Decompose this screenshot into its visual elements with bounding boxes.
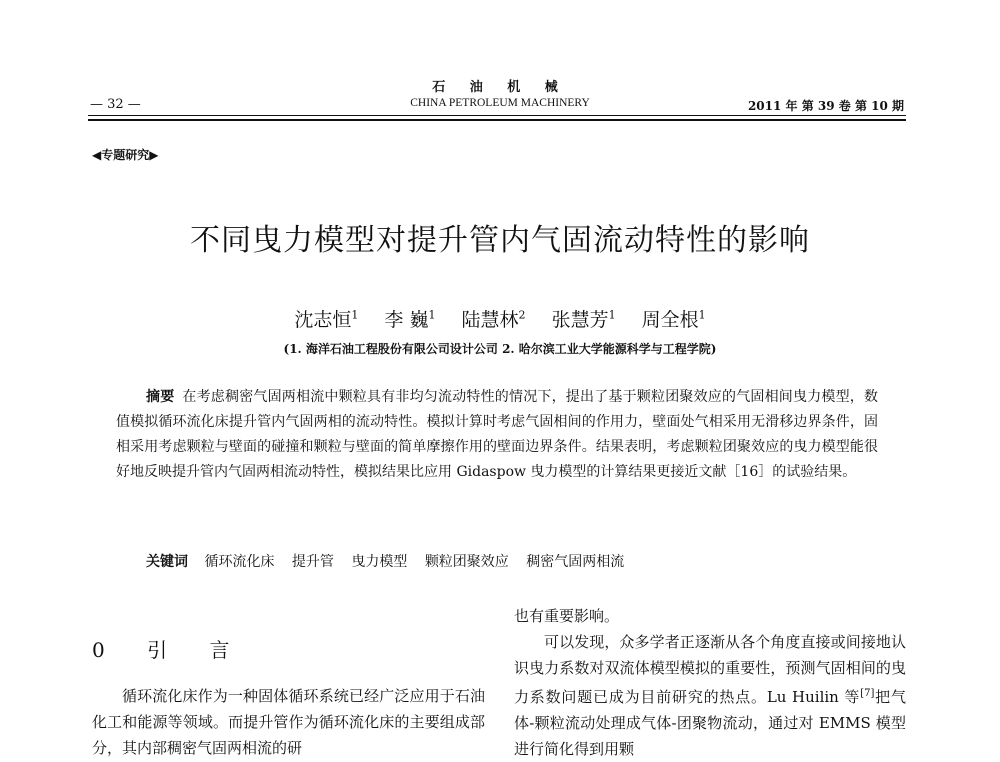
keyword: 提升管	[291, 554, 334, 570]
issue-info: 2011 年 第 39 卷 第 10 期	[747, 99, 904, 113]
keyword: 曳力模型	[351, 554, 408, 570]
abstract	[116, 385, 878, 485]
journal-name-cn: 石 油 机 械	[432, 80, 568, 95]
author-list	[0, 305, 1000, 332]
paragraph: 循环流化床作为一种固体循环系统已经广泛应用于石油化工和能源等领域。而提升管作为循环流化床的主要组成部分，其内部稠密气固两相流的研	[92, 687, 485, 757]
header-rule-thick	[88, 119, 906, 121]
keyword: 循环流化床	[204, 554, 275, 570]
keywords	[146, 551, 637, 571]
keyword: 稠密气固两相流	[526, 554, 625, 570]
page-number: — 32 —	[90, 97, 141, 112]
section-tag: ◀专题研究▶	[92, 148, 159, 162]
body-column-right	[514, 603, 906, 762]
abstract-text: 在考虑稠密气固两相流中颗粒具有非均匀流动特性的情况下，提出了基于颗粒团聚效应的气固相间曳力模型，数值模拟循环流化床提升管内气固两相的流动特性。模拟计算时考虑气固相间的作用力，壁面处气相采用无滑移边界条件，固相采用考虑颗粒与壁面的碰撞和颗粒与壁面的简单摩擦作用的壁面边界条件。结果表明，考虑颗粒团聚效应的曳力模型能很好地反映提升管内气固两相流动特性，模拟结果比应用 Gidaspow 曳力模型的计算结果更接近文献［16］的试验结果。	[116, 389, 879, 480]
author: 陆慧林$^2$	[461, 308, 526, 331]
section-heading: 0 引 言	[92, 638, 248, 662]
affiliations: (1. 海洋石油工程股份有限公司设计公司 2. 哈尔滨工业大学能源科学与工程学院)	[283, 342, 717, 356]
journal-name-en: CHINA PETROLEUM MACHINERY	[410, 97, 590, 109]
body-column-left	[92, 683, 485, 761]
paragraph: 也有重要影响。	[514, 607, 620, 625]
paper-title: 不同曳力模型对提升管内气固流动特性的影响	[190, 223, 810, 258]
keyword: 颗粒团聚效应	[424, 554, 509, 570]
author: 张慧芳$^1$	[551, 308, 616, 331]
keywords-label: 关键词	[146, 554, 188, 570]
abstract-label: 摘要	[146, 389, 175, 405]
author: 沈志恒$^1$	[294, 308, 359, 331]
author: 周全根$^1$	[641, 308, 706, 331]
citation: [7]	[860, 688, 875, 699]
header-rule-thin	[88, 115, 906, 116]
author: 李 巍$^1$	[384, 308, 436, 331]
paragraph: 可以发现，众多学者正逐渐从各个角度直接或间接地认识曳力系数对双流体模型模拟的重要性，预测气固相间的曳力系数问题已成为目前研究的热点。Lu Huilin 等[7]把气体-颗粒流动处理成气体-团聚物流动，通过对 EMMS 模型进行简化得到用颗	[514, 633, 906, 758]
